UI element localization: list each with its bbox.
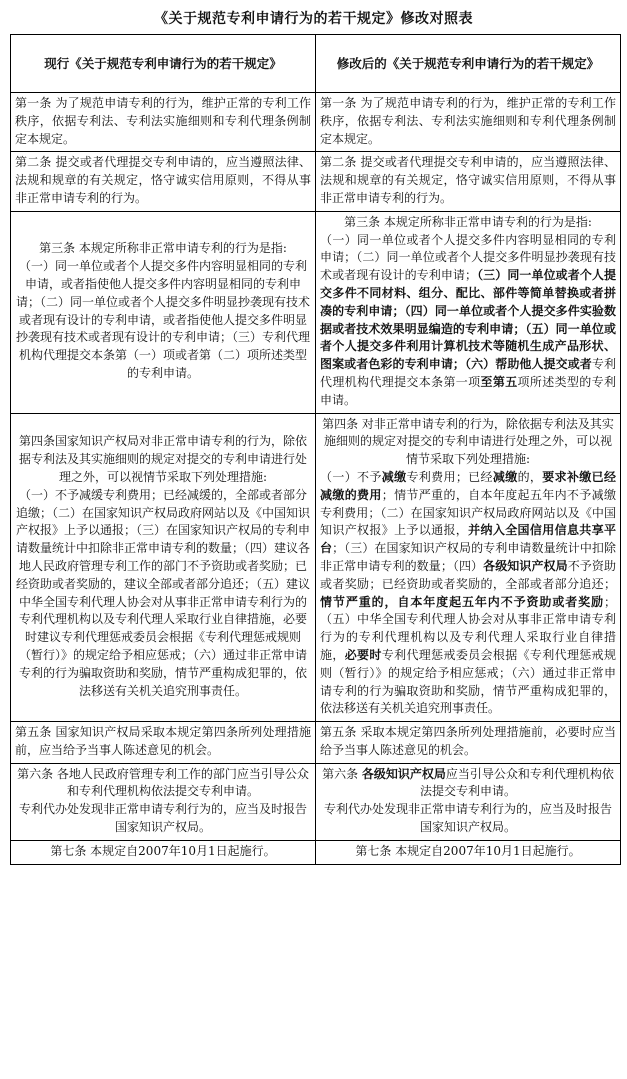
new-article-4-intro: 第四条 对非正常申请专利的行为，除依据专利法及其实施细则的规定对提交的专利申请进行处理之外，可以视情节采取下列处理措施: (322, 416, 614, 467)
cell-new-article-1: 第一条 为了规范申请专利的行为，维护正常的专利工作秩序，依据专利法、专利法实施细则和专利代理条例制定本规定。 (316, 93, 621, 152)
old-article-3-items: （一）同一单位或者个人提交多件内容明显相同的专利申请，或者指使他人提交多件内容明显相同的专利申请；（二）同一单位或者个人提交多件明显抄袭现有技术或者现有设计的专利申请，或者指使他人提交多件明显抄袭现有技术或者现有设计的专利申请；（三）专利代理机构代理提交本条第（一）项或者第（二）项所述类型的专利申请。 (15, 259, 310, 381)
cell-new-article-3 (316, 211, 621, 413)
new-article-4-seg-11: 不予资助或者奖励；已经资助或者奖励的，全部或者部分追还； (320, 558, 616, 591)
new-article-3-part-a: （一）同一单位或者个人提交多件内容明显相同的专利申请；（二）同一单位或者个人提交多件明显抄袭现有技术或者现有设计的专利申请； (320, 232, 616, 283)
cell-old-article-4 (11, 413, 316, 722)
cell-old-article-5: 第五条 国家知识产权局采取本规定第四条所列处理措施前，应当给予当事人陈述意见的机会。 (11, 722, 316, 764)
new-article-6-seg-2: 应当引导公众和专利代理机构依法提交专利申请。 (419, 766, 614, 799)
new-article-6-p2: 专利代办处发现非正常申请专利行为的，应当及时报告国家知识产权局。 (323, 802, 612, 835)
new-article-6-seg-0: 第六条 (322, 766, 362, 781)
old-article-6-p2: 专利代办处发现非正常申请专利行为的，应当及时报告国家知识产权局。 (18, 802, 307, 835)
cell-new-article-4 (316, 413, 621, 722)
table-row-article-2 (11, 152, 621, 211)
new-article-4-seg-3: 专利费用；已经 (406, 469, 493, 484)
new-article-6-p1 (320, 766, 616, 802)
header-revised: 修改后的《关于规范专利申请行为的若干规定》 (316, 35, 621, 93)
new-article-4-seg-2: 减缴 (381, 469, 407, 484)
header-current: 现行《关于规范专利申请行为的若干规定》 (11, 35, 316, 93)
cell-new-article-2: 第二条 提交或者代理提交专利申请的，应当遵照法律、法规和规章的有关规定，恪守诚实信用原则，不得从事非正常申请专利的行为。 (316, 152, 621, 211)
table-row-article-7 (11, 840, 621, 864)
new-article-3-part-c: 专利代理机构代理提交本条第一项 (320, 357, 616, 389)
cell-old-article-6 (11, 763, 316, 840)
new-article-4-seg-8: 并纳入全国信用信息共享平台 (320, 523, 616, 556)
old-article-4-intro: 第四条国家知识产权局对非正常申请专利的行为，除依据专利法及其实施细则的规定对提交的专利申请进行处理之外，可以视情节采取下列处理措施: (18, 434, 307, 484)
cell-old-article-7: 第七条 本规定自2007年10月1日起施行。 (11, 840, 316, 864)
new-article-4-seg-7: ；情节严重的，自本年度起五年内不予减缴专利费用；（二）在国家知识产权局政府网站以及《中国知识产权报》上予以通报， (320, 487, 616, 538)
new-article-4-items (320, 469, 616, 718)
new-article-3-items (320, 232, 616, 410)
new-article-3-part-d: 至第五 (480, 374, 518, 389)
new-article-3-intro: 第三条 本规定所称非正常申请专利的行为是指: (344, 214, 592, 229)
old-article-4-items: （一）不予减缓专利费用；已经减缓的，全部或者部分追缴；（二）在国家知识产权局政府网站以及《中国知识产权报》上予以通报；（三）在国家知识产权局的专利申请数量统计中扣除非正常申请专利的数量；（四）建议各地人民政府管理专利工作的部门不予资助或者奖励；已经资助或者奖励的，建议全部或者部分追还；（五）建议中华全国专利代理人协会对从事非正常申请专利行为的专利代理机构以及专利代理人采取行业自律措施，必要时建议专利代理惩戒委员会根据《专利代理惩戒规则（暂行）》的规定给予相应惩戒；（六）通过非正常申请专利的行为骗取资助和奖励，情节严重构成犯罪的，依法移送有关机关追究刑事责任。 (15, 487, 310, 698)
cell-new-article-6 (316, 763, 621, 840)
table-row-article-4 (11, 413, 621, 722)
table-row-article-3 (11, 211, 621, 413)
new-article-4-seg-4: 减缴 (492, 469, 518, 484)
new-article-3-part-e: 项所述类型的专利申请。 (320, 374, 616, 407)
new-article-4-seg-1: （一）不予 (320, 469, 382, 484)
new-article-4-seg-9: ；（三）在国家知识产权局的专利申请数量统计中扣除非正常申请专利的数量；（四） (320, 541, 616, 573)
table-row-article-6 (11, 763, 621, 840)
table-header-row (11, 35, 621, 93)
cell-old-article-3 (11, 211, 316, 413)
old-article-3-intro: 第三条 本规定所称非正常申请专利的行为是指: (39, 241, 287, 256)
cell-old-article-2: 第二条 提交或者代理提交专利申请的，应当遵照法律、法规和规章的有关规定，恪守诚实信用原则，不得从事非正常申请专利的行为。 (11, 152, 316, 211)
new-article-4-seg-14: 必要时 (344, 647, 382, 662)
cell-new-article-7: 第七条 本规定自2007年10月1日起施行。 (316, 840, 621, 864)
table-row-article-1 (11, 93, 621, 152)
new-article-4-seg-10: 各级知识产权局 (483, 558, 568, 573)
old-article-6-p1: 第六条 各地人民政府管理专利工作的部门应当引导公众和专利代理机构依法提交专利申请。 (17, 766, 309, 799)
new-article-6-seg-1: 各级知识产权局 (361, 766, 446, 781)
page-title: 《关于规范专利申请行为的若干规定》修改对照表 (154, 11, 473, 27)
new-article-4-seg-15: 专利代理惩戒委员会根据《专利代理惩戒规则（暂行）》的规定给予相应惩戒；（六）通过非正常申请专利的行为骗取资助和奖励，情节严重构成犯罪的，依法移送有关机关追究刑事责任。 (320, 647, 616, 716)
new-article-4-seg-6: 要求补缴已经减缴的费用 (320, 469, 616, 502)
new-article-4-seg-5: 的， (517, 469, 543, 484)
cell-new-article-5: 第五条 采取本规定第四条所列处理措施前，必要时应当给予当事人陈述意见的机会。 (316, 722, 621, 764)
new-article-3-part-b: （三）同一单位或者个人提交多件不同材料、组分、配比、部件等简单替换或者拼凑的专利申请；（四）同一单位或者个人提交多件实验数据或者技术效果明显编造的专利申请；（五）同一单位或者个人提交多件利用计算机技术等随机生成产品形状、图案或者色彩的专利申请；（六）帮助他人提交或者 (320, 268, 616, 372)
new-article-4-seg-12: 情节严重的，自本年度起五年内不予资助或者奖励 (320, 594, 604, 609)
table-row-article-5 (11, 722, 621, 764)
new-article-4-seg-13: ；（五）中华全国专利代理人协会对从事非正常申请专利行为的专利代理机构以及专利代理人采取行业自律措施， (320, 594, 616, 662)
comparison-table (10, 34, 621, 865)
cell-old-article-1: 第一条 为了规范申请专利的行为，维护正常的专利工作秩序，依据专利法、专利法实施细则和专利代理条例制定本规定。 (11, 93, 316, 152)
